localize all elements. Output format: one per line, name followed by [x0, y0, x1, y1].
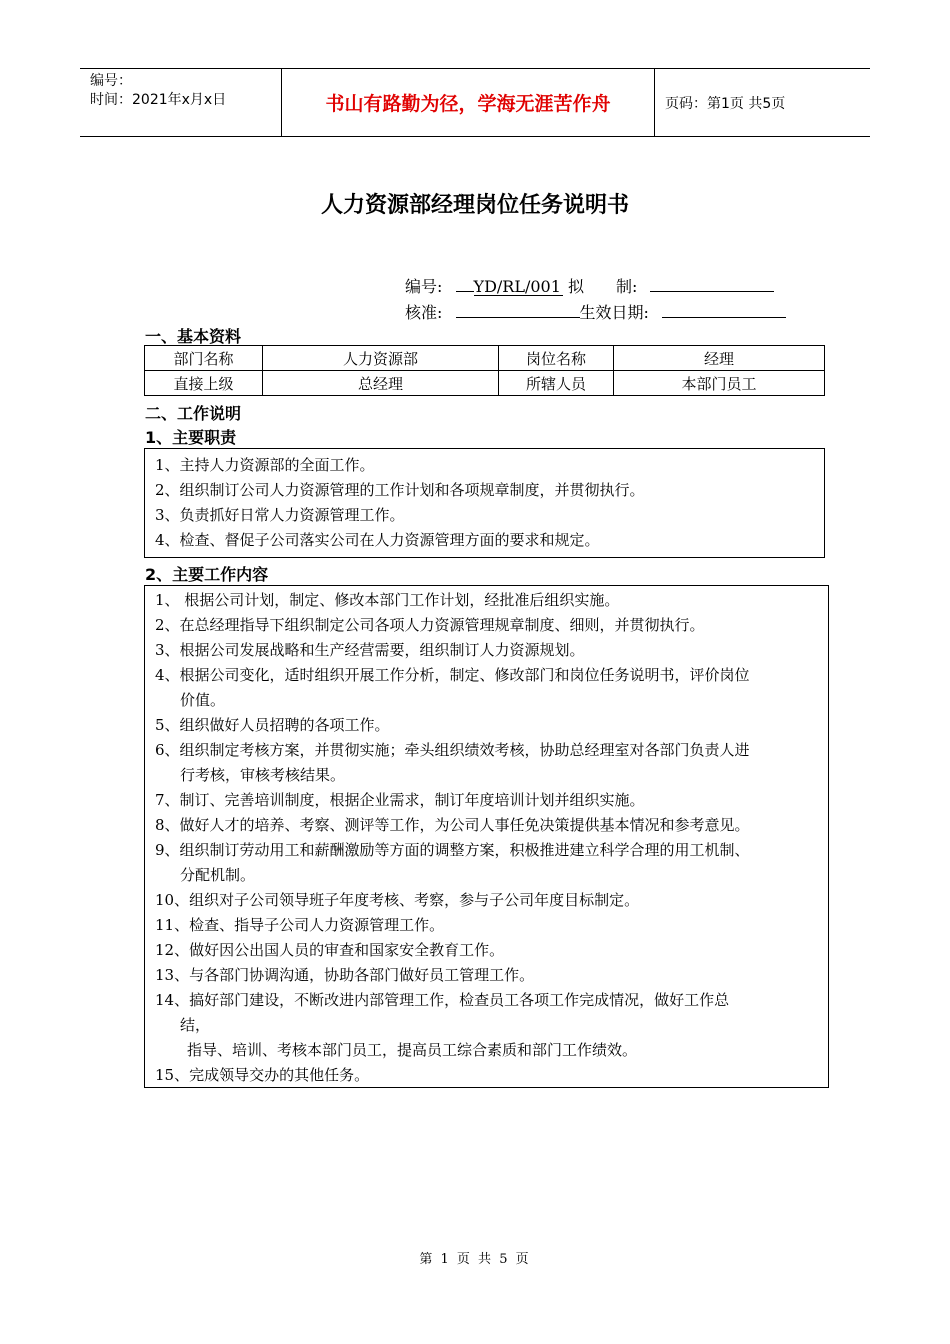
item-continuation: 结，: [180, 1016, 211, 1034]
list-item: [145, 838, 828, 888]
item-text: 10、组织对子公司领导班子年度考核、考察，参与子公司年度目标制定。: [155, 891, 640, 909]
table-cell: 直接上级: [145, 371, 263, 396]
list-item: [145, 738, 828, 788]
list-item: [145, 613, 828, 638]
list-item: [145, 1038, 828, 1063]
section-basic-info: 一、基本资料: [145, 327, 242, 346]
item-text: 7、制订、完善培训制度，根据企业需求，制订年度培训计划并组织实施。: [155, 791, 645, 809]
number-value: YD/RL/001: [473, 277, 561, 296]
item-continuation: 行考核，审核考核结果。: [180, 766, 346, 784]
list-item: [145, 713, 828, 738]
item-continuation: 指导、培训、考核本部门员工，提高员工综合素质和部门工作绩效。: [187, 1041, 638, 1059]
page-footer: 第 1 页 共 5 页: [419, 1252, 531, 1267]
item-text: 15、完成领导交办的其他任务。: [155, 1066, 370, 1084]
list-item: 2、组织制订公司人力资源管理的工作计划和各项规章制度，并贯彻执行。: [155, 481, 645, 499]
number-underline-lead: [456, 273, 474, 292]
draft-label: 拟 制:: [567, 277, 638, 296]
list-item: [145, 588, 828, 613]
item-text: 1、 根据公司计划，制定、修改本部门工作计划，经批准后组织实施。: [155, 591, 620, 609]
item-text: 8、做好人才的培养、考察、测评等工作，为公司人事任免决策提供基本情况和参考意见。: [155, 816, 750, 834]
table-cell: 本部门员工: [614, 371, 825, 396]
meta-row-number: [405, 273, 774, 297]
header-page-info: 页码：第1页 共5页: [665, 95, 786, 112]
list-item: [145, 663, 828, 713]
table-cell: 所辖人员: [499, 371, 614, 396]
meta-row-approve: [405, 299, 786, 323]
header-motto: 书山有路勤为径，学海无涯苦作舟: [282, 69, 655, 136]
header-info: [80, 69, 282, 136]
list-item: [145, 788, 828, 813]
item-text: 5、组织做好人员招聘的各项工作。: [155, 716, 390, 734]
page-header: [80, 68, 870, 137]
list-item: [145, 638, 828, 663]
item-text: 2、在总经理指导下组织制定公司各项人力资源管理规章制度、细则，并贯彻执行。: [155, 616, 705, 634]
item-text: 9、组织制订劳动用工和薪酬激励等方面的调整方案，积极推进建立科学合理的用工机制、: [155, 841, 750, 859]
duties-box: [144, 448, 825, 558]
document-title: 人力资源部经理岗位任务说明书: [320, 193, 629, 218]
item-continuation: 价值。: [180, 691, 226, 709]
item-text: 14、搞好部门建设，不断改进内部管理工作，检查员工各项工作完成情况，做好工作总: [155, 991, 730, 1009]
list-item: [145, 913, 828, 938]
item-text: 3、根据公司发展战略和生产经营需要，组织制订人力资源规划。: [155, 641, 585, 659]
subsection-main-duties: 1、主要职责: [145, 428, 237, 447]
section-work-description: 二、工作说明: [145, 404, 242, 423]
item-text: 4、根据公司变化，适时组织开展工作分析，制定、修改部门和岗位任务说明书，评价岗位: [155, 666, 750, 684]
list-item: [145, 938, 828, 963]
list-item: [145, 988, 828, 1038]
list-item: [145, 888, 828, 913]
number-label: 编号:: [405, 277, 443, 296]
item-continuation: 分配机制。: [180, 866, 256, 884]
item-text: 13、与各部门协调沟通，协助各部门做好员工管理工作。: [155, 966, 535, 984]
table-row: [145, 346, 825, 371]
header-number: 编号：: [90, 73, 132, 89]
header-time: 时间：2021年x月x日: [90, 92, 227, 108]
table-cell: 人力资源部: [263, 346, 499, 371]
approve-label: 核准:: [405, 303, 443, 322]
table-cell: 部门名称: [145, 346, 263, 371]
draft-underline: [650, 273, 774, 292]
table-cell: 岗位名称: [499, 346, 614, 371]
list-item: [145, 813, 828, 838]
subsection-main-contents: 2、主要工作内容: [145, 565, 269, 584]
effective-underline: [662, 299, 786, 318]
basic-info-table: [144, 345, 825, 396]
list-item: 4、检查、督促子公司落实公司在人力资源管理方面的要求和规定。: [155, 531, 600, 549]
item-text: 12、做好因公出国人员的审查和国家安全教育工作。: [155, 941, 505, 959]
effective-label: 生效日期:: [579, 303, 649, 322]
contents-box: [144, 585, 829, 1088]
list-item: [145, 963, 828, 988]
table-cell: 总经理: [263, 371, 499, 396]
item-text: 11、检查、指导子公司人力资源管理工作。: [155, 916, 445, 934]
table-row: [145, 371, 825, 396]
list-item: [145, 1063, 828, 1088]
item-text: 6、组织制定考核方案，并贯彻实施；牵头组织绩效考核，协助总经理室对各部门负责人进: [155, 741, 750, 759]
approve-underline: [456, 299, 580, 318]
list-item: 1、主持人力资源部的全面工作。: [155, 456, 375, 474]
table-cell: 经理: [614, 346, 825, 371]
list-item: 3、负责抓好日常人力资源管理工作。: [155, 506, 405, 524]
